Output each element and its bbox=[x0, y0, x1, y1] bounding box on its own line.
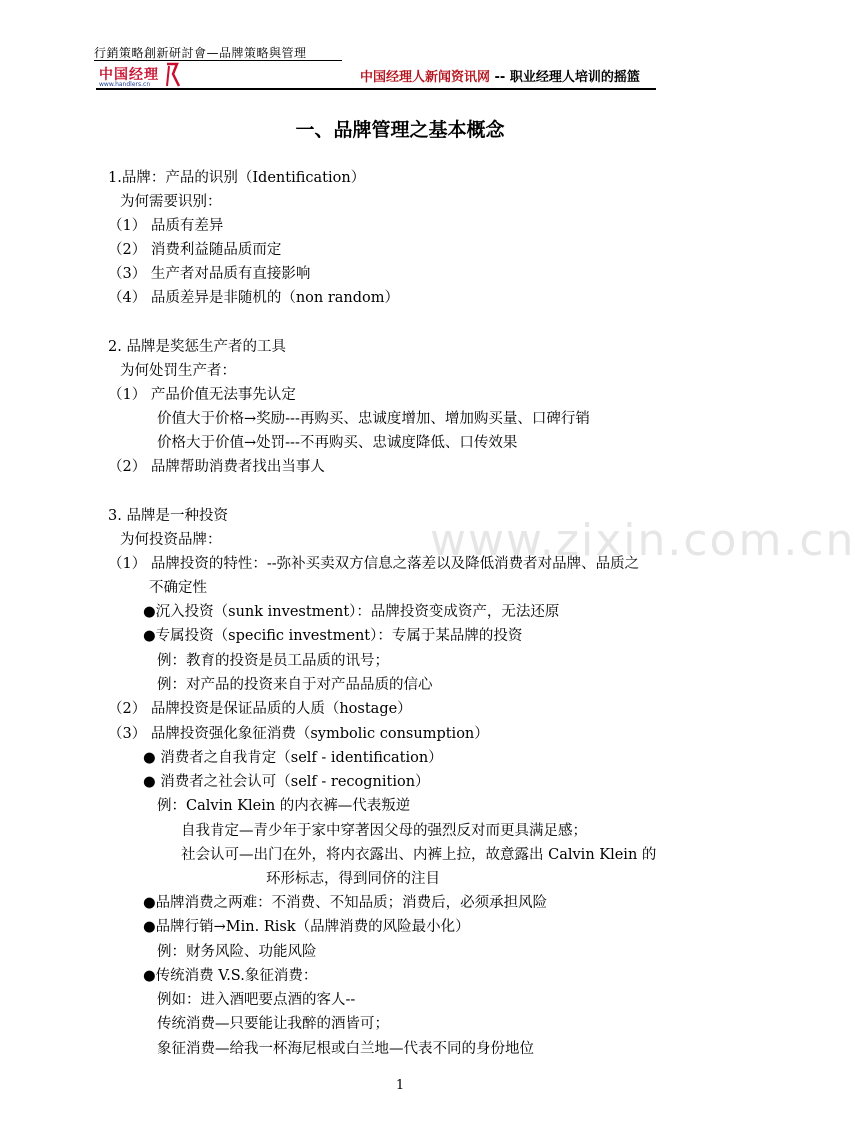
body-line: 1.品牌：产品的识别（Identification） bbox=[108, 170, 366, 186]
body-line: 价值大于价格→奖励---再购买、忠诚度增加、增加购买量、口碑行销 bbox=[157, 411, 590, 427]
body-line: （1） 品质有差异 bbox=[108, 218, 224, 234]
body-line: 环形标志，得到同侪的注目 bbox=[266, 871, 440, 887]
body-line: 象征消费—给我一杯海尼根或白兰地—代表不同的身份地位 bbox=[157, 1041, 534, 1057]
watermark: www.zixin.com.cn bbox=[430, 515, 855, 566]
page-number: 1 bbox=[395, 1078, 405, 1093]
logo-url: www.handlers.cn bbox=[99, 81, 151, 88]
body-line: 例：对产品的投资来自于对产品品质的信心 bbox=[157, 677, 433, 693]
body-line: 为何需要识别： bbox=[120, 194, 222, 210]
body-line: 例：教育的投资是员工品质的讯号； bbox=[157, 653, 389, 669]
header-document-title: 行銷策略創新研討會—品牌策略與管理 bbox=[94, 46, 307, 60]
body-line: 3. 品牌是一种投资 bbox=[108, 508, 228, 524]
body-line: 为何投资品牌： bbox=[120, 532, 222, 548]
slogan-site-name: 中国经理人新闻资讯网 bbox=[360, 70, 491, 85]
body-line: （2） 品牌投资是保证品质的人质（hostage） bbox=[108, 701, 412, 717]
body-line: （3） 生产者对品质有直接影响 bbox=[108, 266, 311, 282]
body-line: （4） 品质差异是非随机的（non random） bbox=[108, 290, 400, 306]
header-rule bbox=[96, 88, 656, 90]
page-title: 一、品牌管理之基本概念 bbox=[295, 119, 505, 141]
slogan-separator: -- bbox=[490, 70, 510, 85]
body-line: 不确定性 bbox=[149, 580, 207, 596]
body-line: ●品牌行销→Min. Risk（品牌消费的风险最小化） bbox=[143, 919, 470, 935]
body-line: （2） 消费利益随品质而定 bbox=[108, 242, 282, 258]
body-line: ● 消费者之自我肯定（self - identification） bbox=[143, 750, 443, 766]
body-line: ●沉入投资（sunk investment）：品牌投资变成资产，无法还原 bbox=[143, 604, 560, 620]
body-line: 自我肯定—青少年于家中穿著因父母的强烈反对而更具满足感； bbox=[181, 823, 587, 839]
body-line: 社会认可—出门在外，将内衣露出、内裤上拉，故意露出 Calvin Klein 的 bbox=[181, 847, 657, 863]
body-line: ● 消费者之社会认可（self - recognition） bbox=[143, 774, 430, 790]
body-line: （1） 品牌投资的特性：--弥补买卖双方信息之落差以及降低消费者对品牌、品质之 bbox=[108, 556, 640, 572]
site-logo bbox=[97, 64, 187, 90]
body-line: 2. 品牌是奖惩生产者的工具 bbox=[108, 339, 286, 355]
body-line: ●传统消费 V.S.象征消费： bbox=[143, 968, 318, 984]
body-line: 价格大于价值→处罚---不再购买、忠诚度降低、口传效果 bbox=[157, 435, 518, 451]
body-line: 为何处罚生产者： bbox=[120, 363, 236, 379]
body-line: 例：Calvin Klein 的内衣裤—代表叛逆 bbox=[157, 798, 411, 814]
body-line: （1） 产品价值无法事先认定 bbox=[108, 387, 296, 403]
body-line: 例：财务风险、功能风险 bbox=[157, 944, 317, 960]
body-line: 传统消费—只要能让我醉的酒皆可； bbox=[157, 1016, 389, 1032]
header-title-underline bbox=[94, 60, 342, 61]
slogan-tagline: 职业经理人培训的摇篮 bbox=[509, 70, 640, 85]
logo-mark-icon bbox=[163, 62, 181, 88]
body-line: （3） 品牌投资强化象征消费（symbolic consumption） bbox=[108, 726, 489, 742]
body-line: ●品牌消费之两难：不消费、不知品质；消费后，必须承担风险 bbox=[143, 895, 548, 911]
body-line: 例如：进入酒吧要点酒的客人-- bbox=[157, 992, 356, 1008]
body-line: （2） 品牌帮助消费者找出当事人 bbox=[108, 459, 325, 475]
header-slogan bbox=[360, 66, 640, 85]
logo-text: 中国经理 bbox=[99, 67, 159, 83]
body-line: ●专属投资（specific investment）：专属于某品牌的投资 bbox=[143, 628, 523, 644]
